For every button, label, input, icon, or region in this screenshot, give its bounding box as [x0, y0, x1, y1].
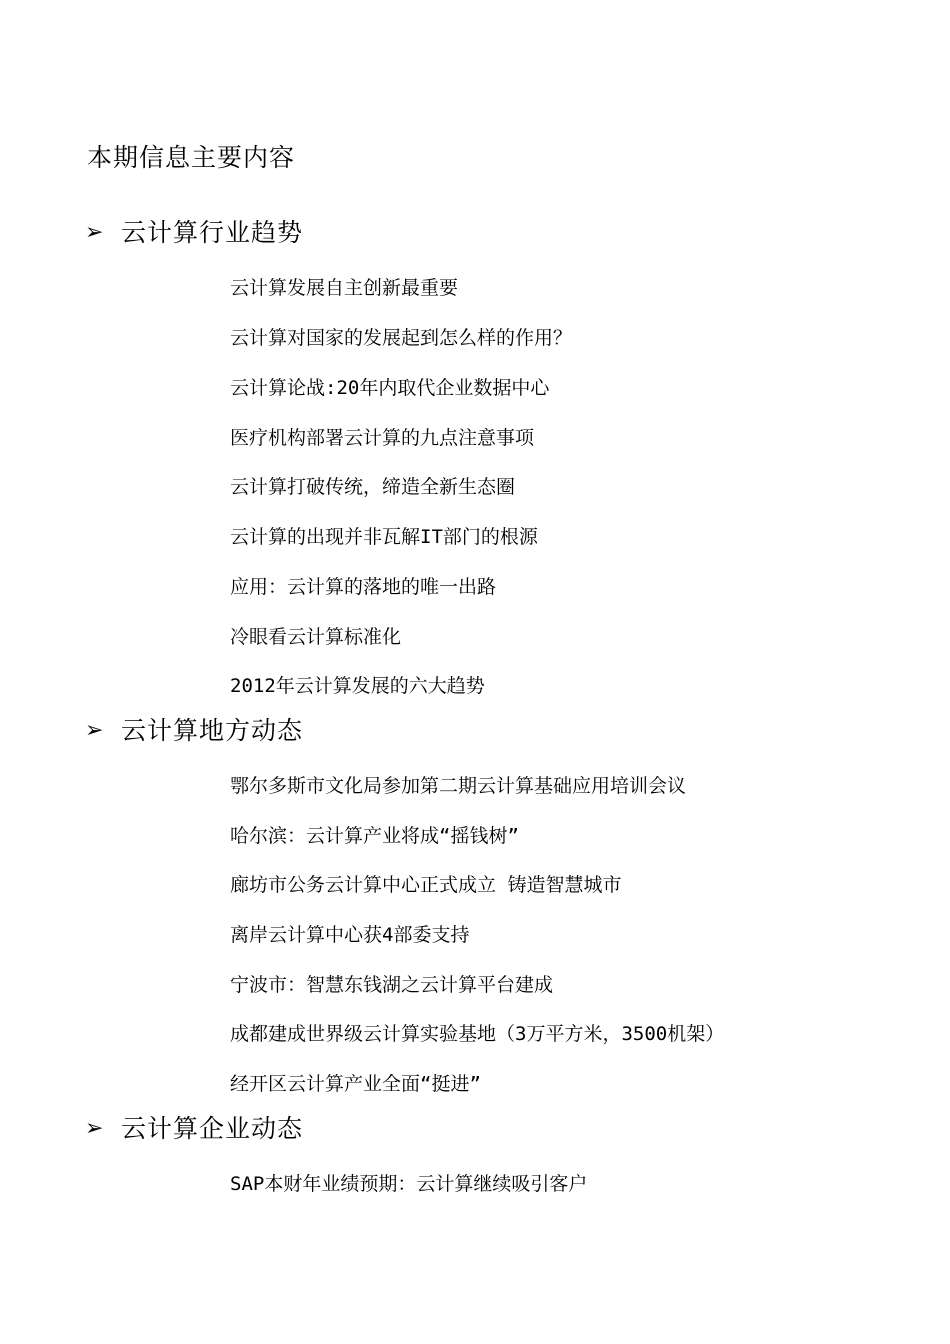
- list-item: 云计算发展自主创新最重要: [230, 277, 459, 299]
- list-item: 宁波市：智慧东钱湖之云计算平台建成: [230, 974, 554, 996]
- arrow-bullet-icon: ➢: [85, 718, 104, 743]
- section-heading-local-news: [85, 715, 303, 747]
- list-item: 云计算的出现并非瓦解IT部门的根源: [230, 526, 538, 548]
- arrow-bullet-icon: ➢: [85, 1116, 104, 1141]
- section-heading-text: 云计算企业动态: [121, 1114, 304, 1143]
- section-heading-text: 云计算地方动态: [121, 716, 304, 745]
- list-item: 离岸云计算中心获4部委支持: [230, 924, 470, 946]
- list-item: 冷眼看云计算标准化: [230, 626, 402, 648]
- list-item: 2012年云计算发展的六大趋势: [230, 675, 485, 697]
- section-heading-enterprise-news: [85, 1113, 303, 1145]
- list-item: 哈尔滨：云计算产业将成“摇钱树”: [230, 825, 519, 847]
- list-item: 医疗机构部署云计算的九点注意事项: [230, 427, 535, 449]
- list-item: 云计算对国家的发展起到怎么样的作用？: [230, 327, 573, 349]
- page-title: 本期信息主要内容: [87, 143, 296, 172]
- list-item: SAP本财年业绩预期：云计算继续吸引客户: [230, 1173, 588, 1195]
- section-heading-text: 云计算行业趋势: [121, 218, 304, 247]
- list-item: 云计算打破传统，缔造全新生态圈: [230, 476, 516, 498]
- list-item: 廊坊市公务云计算中心正式成立 铸造智慧城市: [230, 874, 622, 896]
- list-item: 云计算论战:20年内取代企业数据中心: [230, 377, 550, 399]
- list-item: 应用：云计算的落地的唯一出路: [230, 576, 497, 598]
- arrow-bullet-icon: ➢: [85, 220, 104, 245]
- list-item: 鄂尔多斯市文化局参加第二期云计算基础应用培训会议: [230, 775, 687, 797]
- section-heading-industry-trends: [85, 217, 303, 249]
- list-item: 经开区云计算产业全面“挺进”: [230, 1073, 481, 1095]
- list-item: 成都建成世界级云计算实验基地（3万平方米，3500机架）: [230, 1023, 725, 1045]
